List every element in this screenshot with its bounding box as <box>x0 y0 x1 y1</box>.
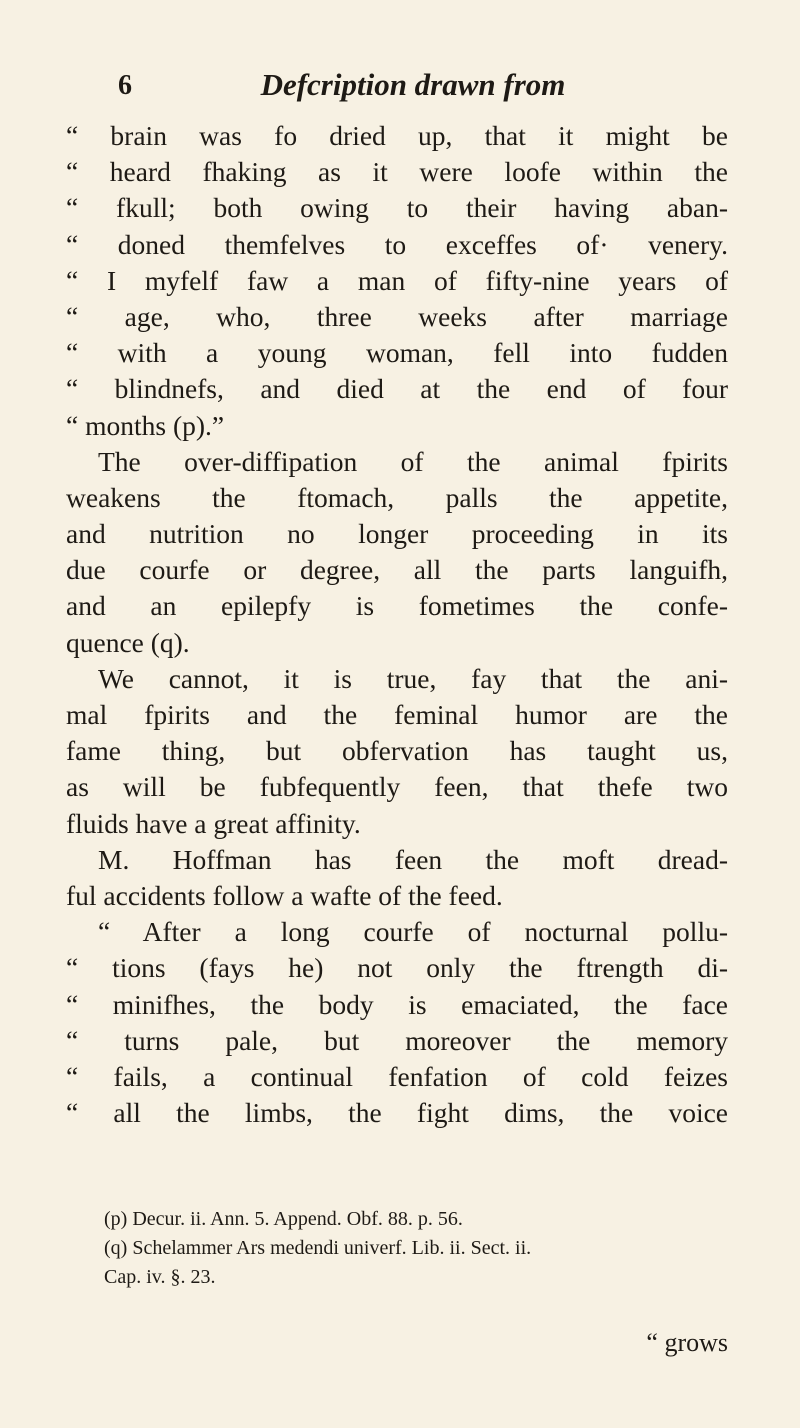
text-line: “ heard fhaking as it were loofe within the <box>66 156 728 188</box>
footnotes <box>104 1205 734 1292</box>
text-line: M. Hoffman has feen the moft dread- <box>98 843 728 875</box>
text-line: “ tions (fays he) not only the ftrength di- <box>66 952 728 984</box>
text-line: “ I myfelf faw a man of fifty-nine years of <box>66 264 728 296</box>
text-line: and an epilepfy is fometimes the confe- <box>66 590 728 622</box>
text-line: and nutrition no longer proceeding in its <box>66 518 728 550</box>
body-text <box>66 118 728 1131</box>
text-line: weakens the ftomach, palls the appetite, <box>66 481 728 513</box>
text-line: “ months (p).” <box>66 409 225 441</box>
text-line: due courfe or degree, all the parts languifh, <box>66 554 728 586</box>
text-line: “ age, who, three weeks after marriage <box>66 300 728 332</box>
text-line: “ brain was fo dried up, that it might be <box>66 120 728 151</box>
catchword: “ grows <box>646 1328 728 1357</box>
text-line: “ minifhes, the body is emaciated, the face <box>66 988 728 1020</box>
text-line: “ After a long courfe of nocturnal pollu- <box>98 916 728 948</box>
text-line: “ blindnefs, and died at the end of four <box>66 373 728 405</box>
text-line: The over-diffipation of the animal fpirits <box>98 445 728 477</box>
page-header <box>118 67 708 110</box>
text-line: fluids have a great affinity. <box>66 807 361 839</box>
footnote-line: Cap. iv. §. 23. <box>104 1266 216 1288</box>
text-line: We cannot, it is true, fay that the ani- <box>98 662 728 694</box>
text-line: as will be fubfequently feen, that thefe two <box>66 771 728 803</box>
text-line: “ with a young woman, fell into fudden <box>66 337 728 369</box>
running-title: Defcription drawn from <box>260 67 566 102</box>
footnote-line: (p) Decur. ii. Ann. 5. Append. Obf. 88. p. 56. <box>104 1208 463 1230</box>
text-line: “ fails, a continual fenfation of cold feizes <box>66 1060 728 1092</box>
text-line: “ doned themfelves to exceffes of· venery. <box>66 228 728 260</box>
text-line: ful accidents follow a wafte of the feed. <box>66 879 503 911</box>
text-line: “ all the limbs, the fight dims, the voice <box>66 1097 728 1129</box>
page-number: 6 <box>118 70 132 101</box>
text-line: “ turns pale, but moreover the memory <box>66 1024 728 1056</box>
text-line: mal fpirits and the feminal humor are the <box>66 699 728 730</box>
text-line: fame thing, but obfervation has taught us, <box>66 735 728 767</box>
text-line: quence (q). <box>66 626 190 658</box>
text-line: “ fkull; both owing to their having aban- <box>66 192 728 224</box>
footnote-line: (q) Schelammer Ars medendi univerf. Lib. ii. Sect. ii. <box>104 1237 532 1259</box>
